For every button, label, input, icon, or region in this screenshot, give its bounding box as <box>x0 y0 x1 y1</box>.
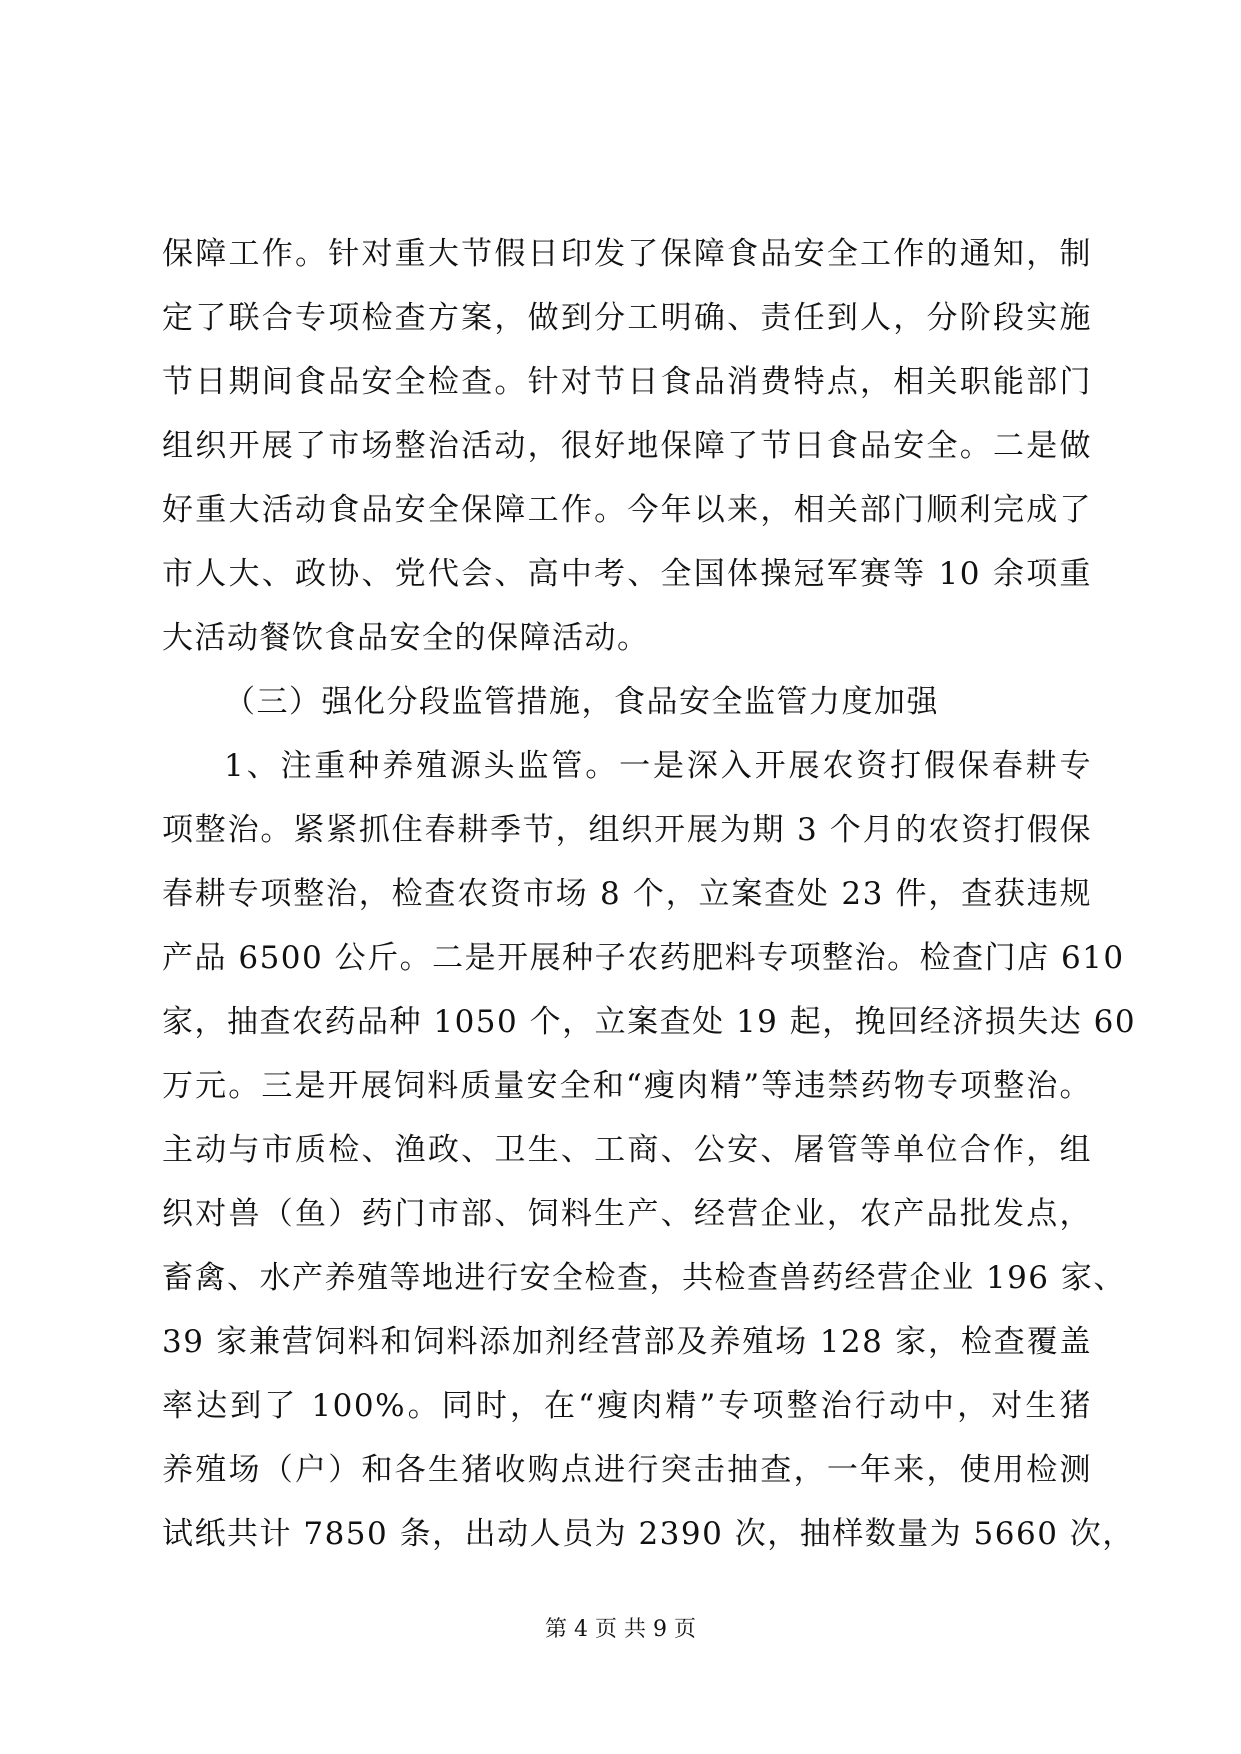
text-line: 畜禽、水产养殖等地进行安全检查，共检查兽药经营企业 196 家、 <box>162 1260 1126 1296</box>
body-text <box>162 222 1137 1566</box>
text-line: 组织开展了市场整治活动，很好地保障了节日食品安全。二是做 <box>162 428 1092 464</box>
text-line: 养殖场（户）和各生猪收购点进行突击抽查，一年来，使用检测 <box>162 1452 1092 1488</box>
text-line: 定了联合专项检查方案，做到分工明确、责任到人，分阶段实施 <box>162 300 1092 336</box>
text-line: 节日期间食品安全检查。针对节日食品消费特点，相关职能部门 <box>162 364 1092 400</box>
text-line: 大活动餐饮食品安全的保障活动。 <box>162 620 650 656</box>
text-line: 好重大活动食品安全保障工作。今年以来，相关部门顺利完成了 <box>162 492 1092 528</box>
text-line: 39 家兼营饲料和饲料添加剂经营部及养殖场 128 家，检查覆盖 <box>162 1324 1092 1360</box>
text-line: 1、注重种养殖源头监管。一是深入开展农资打假保春耕专 <box>224 748 1092 784</box>
section-heading: （三）强化分段监管措施，食品安全监管力度加强 <box>224 684 939 720</box>
text-line: 试纸共计 7850 条，出动人员为 2390 次，抽样数量为 5660 次， <box>162 1516 1135 1552</box>
text-line: 率达到了 100%。同时，在“瘦肉精”专项整治行动中，对生猪 <box>162 1388 1092 1424</box>
text-line: 主动与市质检、渔政、卫生、工商、公安、屠管等单位合作，组 <box>162 1132 1092 1168</box>
text-line: 春耕专项整治，检查农资市场 8 个，立案查处 23 件，查获违规 <box>162 876 1092 912</box>
text-line: 市人大、政协、党代会、高中考、全国体操冠军赛等 10 余项重 <box>162 556 1092 592</box>
text-line: 织对兽（鱼）药门市部、饲料生产、经营企业，农产品批发点， <box>162 1196 1092 1232</box>
text-line: 家，抽查农药品种 1050 个，立案查处 19 起，挽回经济损失达 60 <box>162 1004 1137 1040</box>
text-line: 保障工作。针对重大节假日印发了保障食品安全工作的通知，制 <box>162 236 1092 272</box>
text-line: 产品 6500 公斤。二是开展种子农药肥料专项整治。检查门店 610 <box>162 940 1125 976</box>
text-line: 项整治。紧紧抓住春耕季节，组织开展为期 3 个月的农资打假保 <box>162 812 1092 848</box>
page-footer: 第 4 页 共 9 页 <box>545 1617 696 1642</box>
text-line: 万元。三是开展饲料质量安全和“瘦肉精”等违禁药物专项整治。 <box>162 1068 1092 1104</box>
